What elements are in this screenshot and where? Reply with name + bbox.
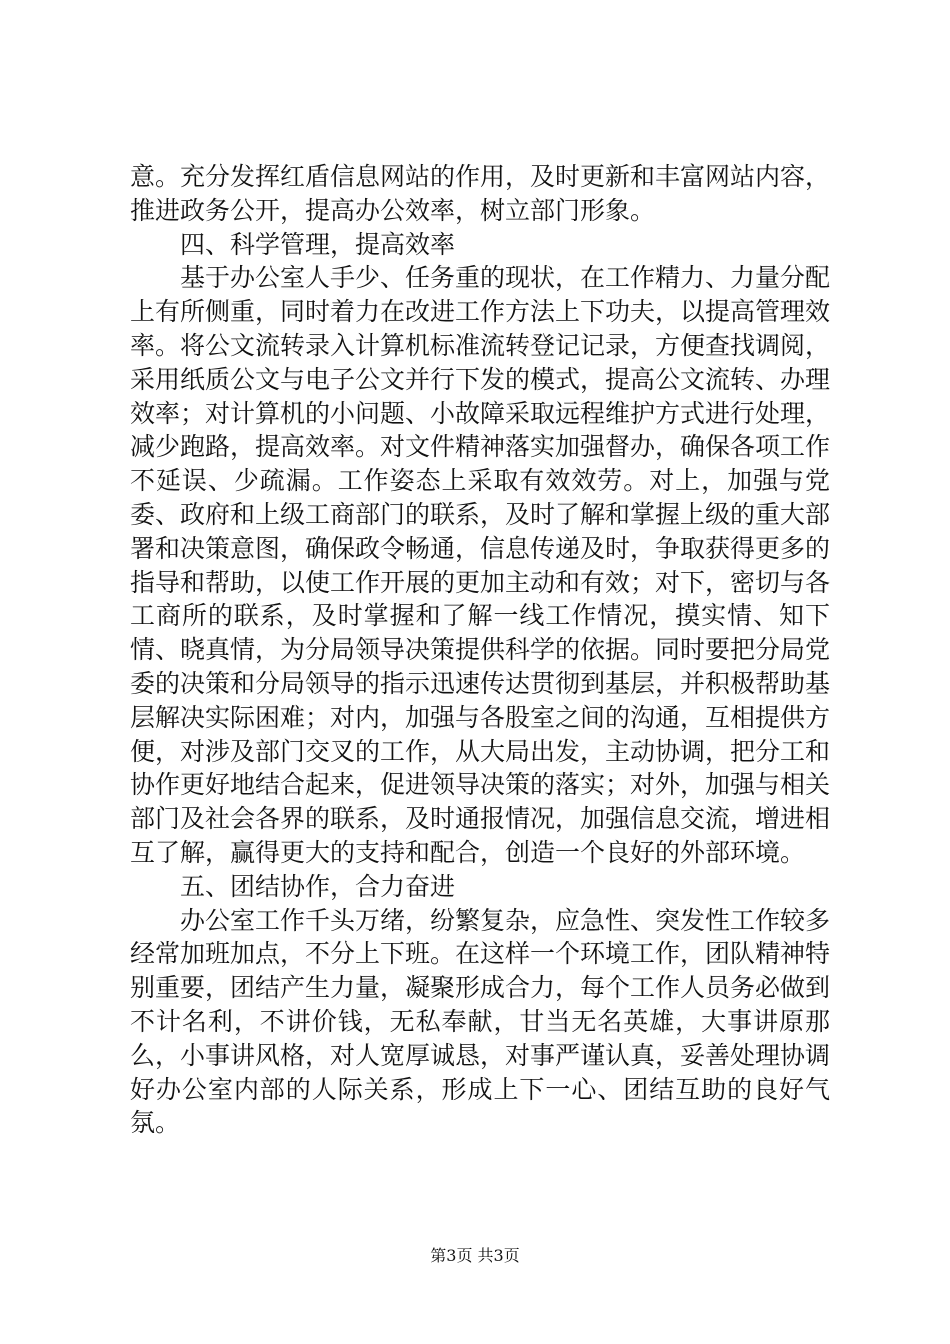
section-heading-five: 五、团结协作，合力奋进 (180, 871, 456, 901)
section-four-paragraph: 基于办公室人手少、任务重的现状，在工作精力、力量分配上有所侧重，同时着力在改进工作方法上下功夫，以提高管理效率。将公文流转录入计算机标准流转登记记录，方便查找调阅，采用纸质公文与电子公文并行下发的模式，提高公文流转、办理效率；对计算机的小问题、小故障采取远程维护方式进行处理，减少跑路，提高效率。对文件精神落实加强督办，确保各项工作不延误、少疏漏。工作姿态上采取有效效劳。对上，加强与党委、政府和上级工商部门的联系，及时了解和掌握上级的重大部署和决策意图，确保政令畅通，信息传递及时，争取获得更多的指导和帮助，以使工作开展的更加主动和有效；对下，密切与各工商所的联系，及时掌握和了解一线工作情况，摸实情、知下情、晓真情，为分局领导决策提供科学的依据。同时要把分局党委的决策和分局领导的指示迅速传达贯彻到基层，并积极帮助基层解决实际困难；对内，加强与各股室之间的沟通，互相提供方便，对涉及部门交叉的工作，从大局出发，主动协调，把分工和协作更好地结合起来，促进领导决策的落实；对外，加强与相关部门及社会各界的联系，及时通报情况，加强信息交流，增进相互了解，赢得更大的支持和配合，创造一个良好的外部环境。 (130, 263, 831, 867)
section-heading-four: 四、科学管理，提高效率 (180, 229, 456, 259)
continuation-paragraph: 意。充分发挥红盾信息网站的作用，及时更新和丰富网站内容，推进政务公开，提高办公效率，树立部门形象。 (130, 162, 831, 225)
section-five-paragraph: 办公室工作千头万绪，纷繁复杂，应急性、突发性工作较多经常加班加点，不分上下班。在这样一个环境工作，团队精神特别重要，团结产生力量，凝聚形成合力，每个工作人员务必做到不计名利，不讲价钱，无私奉献，甘当无名英雄，大事讲原那么，小事讲风格，对人宽厚诚恳，对事严谨认真，妥善处理协调好办公室内部的人际关系，形成上下一心、团结互助的良好气氛。 (130, 905, 831, 1138)
page-footer: 第3页 共3页 (430, 1246, 520, 1265)
body-text (130, 160, 830, 1140)
